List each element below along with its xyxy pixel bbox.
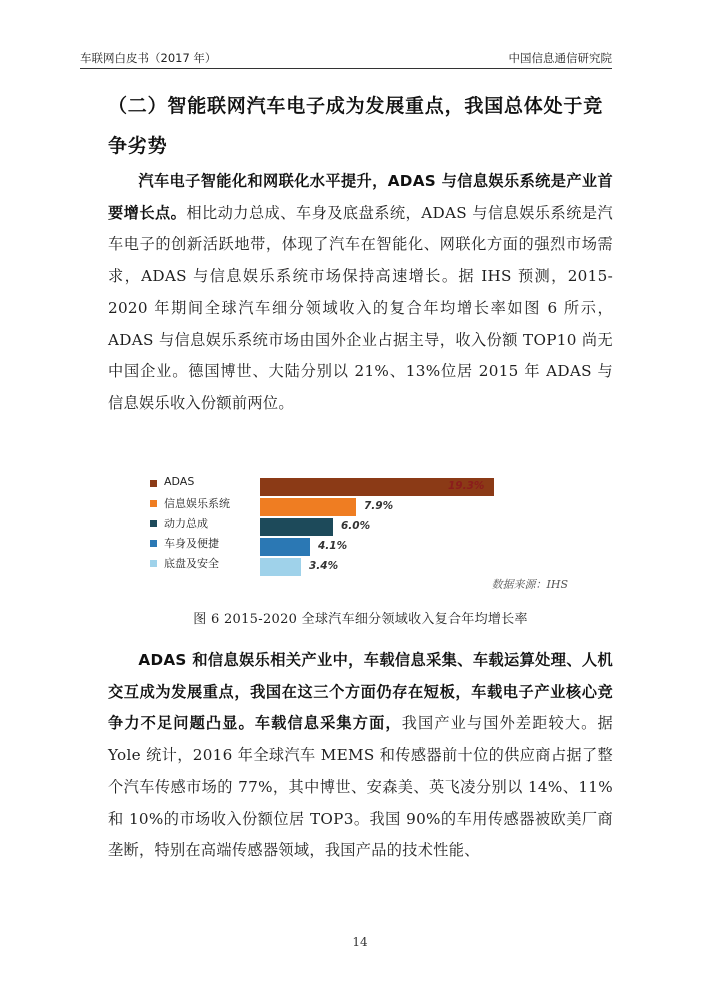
paragraph-adas-growth bbox=[108, 166, 613, 420]
legend-label: 底盘及安全 bbox=[164, 557, 219, 570]
page-number: 14 bbox=[352, 935, 368, 949]
paragraph-body: 我国产业与国外差距较大。据 Yole 统计，2016 年全球汽车 MEMS 和传感器前十位的供应商占据了整个汽车传感市场的 77%，其中博世、安森美、英飞凌分别以 14%、11%和 10%的市场收入份额位居 TOP3。我国 90%的车用传感器被欧美厂商垄断，特别在高端传感器领域，我国产品的技术性能、 bbox=[108, 714, 613, 860]
legend-label: 动力总成 bbox=[164, 517, 208, 530]
chart-bar bbox=[260, 518, 333, 536]
bar-value-label: 4.1% bbox=[318, 540, 348, 552]
chart-bar bbox=[260, 498, 356, 516]
bar-value-label: 19.3% bbox=[448, 480, 485, 492]
figure-caption: 图 6 2015-2020 全球汽车细分领域收入复合年均增长率 bbox=[193, 612, 528, 627]
legend-swatch bbox=[150, 480, 157, 487]
legend-swatch bbox=[150, 520, 157, 527]
legend-swatch bbox=[150, 560, 157, 567]
legend-label: 信息娱乐系统 bbox=[164, 497, 230, 510]
chart-bar bbox=[260, 558, 301, 576]
paragraph-bold-lead: ADAS 和信息娱乐相关产业中，车载信息采集、车载运算处理、人机交互成为发展重点，我国在这三个方面仍存在短板，车载电子产业核心竞争力不足问题凸显。车载信息采集方面， bbox=[108, 651, 613, 733]
page-header bbox=[80, 46, 612, 69]
header-org-name: 中国信息通信研究院 bbox=[508, 51, 612, 65]
bar-value-label: 3.4% bbox=[309, 560, 339, 572]
legend-swatch bbox=[150, 540, 157, 547]
chart-bar bbox=[260, 538, 310, 556]
header-doc-title: 车联网白皮书（2017 年） bbox=[80, 51, 217, 65]
growth-rate-bar-chart bbox=[150, 470, 590, 596]
paragraph-sensor-gap bbox=[108, 645, 613, 867]
bar-value-label: 6.0% bbox=[341, 520, 371, 532]
bar-value-label: 7.9% bbox=[364, 500, 394, 512]
legend-label: 车身及便捷 bbox=[164, 537, 219, 550]
paragraph-bold-lead: 汽车电子智能化和网联化水平提升，ADAS 与信息娱乐系统是产业首要增长点。 bbox=[108, 172, 613, 222]
chart-source-note: 数据来源：IHS bbox=[491, 578, 568, 591]
paragraph-body: 相比动力总成、车身及底盘系统，ADAS 与信息娱乐系统是汽车电子的创新活跃地带，体现了汽车在智能化、网联化方面的强烈市场需求，ADAS 与信息娱乐系统市场保持高速增长。据 IHS 预测，2015-2020 年期间全球汽车细分领域收入的复合年均增长率如图 6 所示，ADAS 与信息娱乐系统市场由国外企业占据主导，收入份额 TOP10 尚无中国企业。德国博世、大陆分别以 21%、13%位居 2015 年 ADAS 与信息娱乐收入份额前两位。 bbox=[108, 203, 614, 412]
legend-swatch bbox=[150, 500, 157, 507]
section-title: （二）智能联网汽车电子成为发展重点，我国总体处于竞争劣势 bbox=[108, 95, 604, 157]
legend-label: ADAS bbox=[164, 475, 195, 488]
